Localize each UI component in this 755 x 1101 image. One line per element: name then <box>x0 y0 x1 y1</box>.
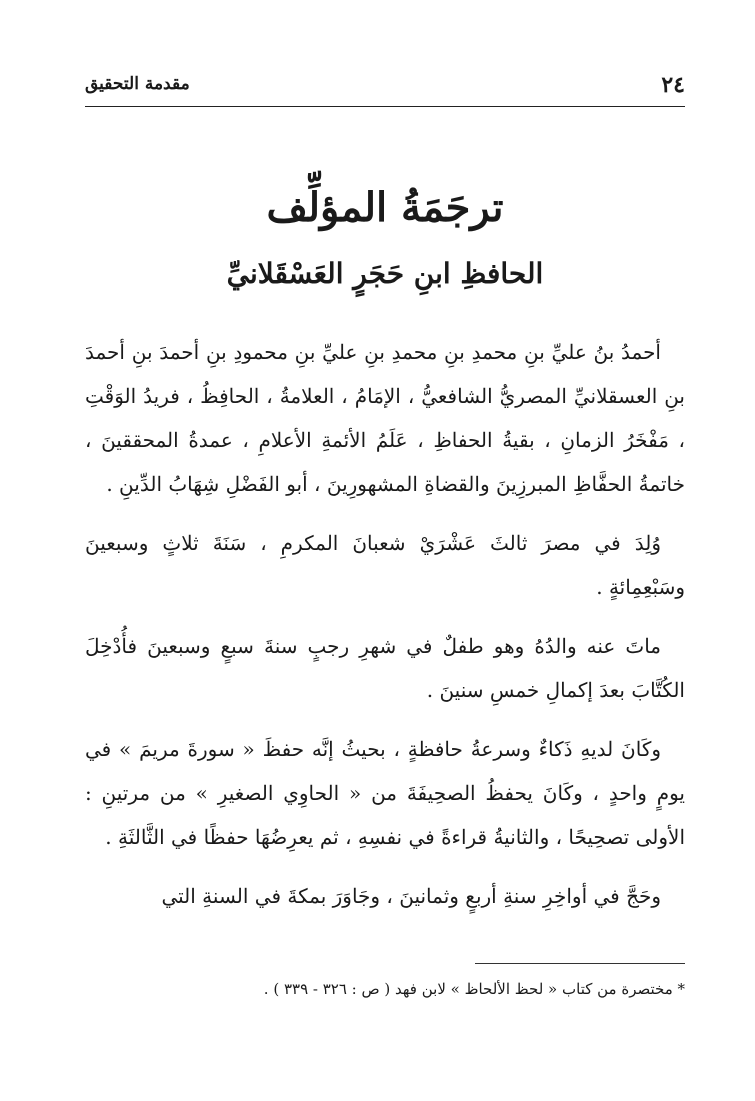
paragraph: ماتَ عنه والدُهُ وهو طفلٌ في شهرِ رجبٍ سنةَ سبعٍ وسبعينَ فأُدْخِلَ الكُتَّابَ بعدَ إكمالِ خمسِ سنينَ . <box>85 634 685 702</box>
page-header <box>85 72 685 102</box>
page-number: ٢٤ <box>661 72 685 98</box>
body-text <box>85 330 685 933</box>
running-title: مقدمة التحقيق <box>85 74 190 94</box>
footnote-rule <box>475 963 685 964</box>
chapter-subtitle: الحافظِ ابنِ حَجَرٍ العَسْقَلانيِّ <box>226 257 544 290</box>
paragraph: وُلِدَ في مصرَ ثالثَ عَشْرَيْ شعبانَ المكرمِ ، سَنَةَ ثلاثٍ وسبعينَ وسَبْعِمِائةٍ . <box>85 531 685 599</box>
paragraph: وكَانَ لديهِ ذَكاءٌ وسرعةُ حافظةٍ ، بحيثُ إنَّه حفظَ « سورةَ مريمَ » في يومٍ واحدٍ ، وكَانَ يحفظُ الصحِيفَةَ من « الحاوِي الصغيرِ » من مرتينِ : الأولى تصحِيحًا ، والثانيةُ قراءةً في نفسِهِ ، ثم يعرِضُهَا حفظًا في الثَّالثَةِ . <box>85 737 685 849</box>
paragraph: وحَجَّ في أواخِرِ سنةِ أربعٍ وثمانينَ ، وجَاوَرَ بمكةَ في السنةِ التي <box>161 884 661 908</box>
footnote: * مختصرة من كتاب « لحظ الألحاظ » لابن فهد ( ص : ٣٢٦ - ٣٣٩ ) . <box>263 980 685 998</box>
paragraph: أحمدُ بنُ عليِّ بنِ محمدِ بنِ محمدِ بنِ عليِّ بنِ محمودِ بنِ أحمدَ بنِ أحمدَ بنِ العسقلانيِّ المصريُّ الشافعيُّ ، الإمَامُ ، العلامةُ ، الحافِظُ ، فريدُ الوَقْتِ ، مَفْخَرُ الزمانِ ، بقيةُ الحفاظِ ، عَلَمُ الأئمةِ الأعلامِ ، عمدةُ المحققينَ ، خاتمةُ الحفَّاظِ المبرزِينَ والقضاةِ المشهورِينَ ، أبو الفَضْلِ شِهَابُ الدِّينِ . <box>85 340 685 496</box>
chapter-title: ترجَمَةُ المؤلِّف <box>266 184 504 231</box>
header-rule <box>85 106 685 107</box>
